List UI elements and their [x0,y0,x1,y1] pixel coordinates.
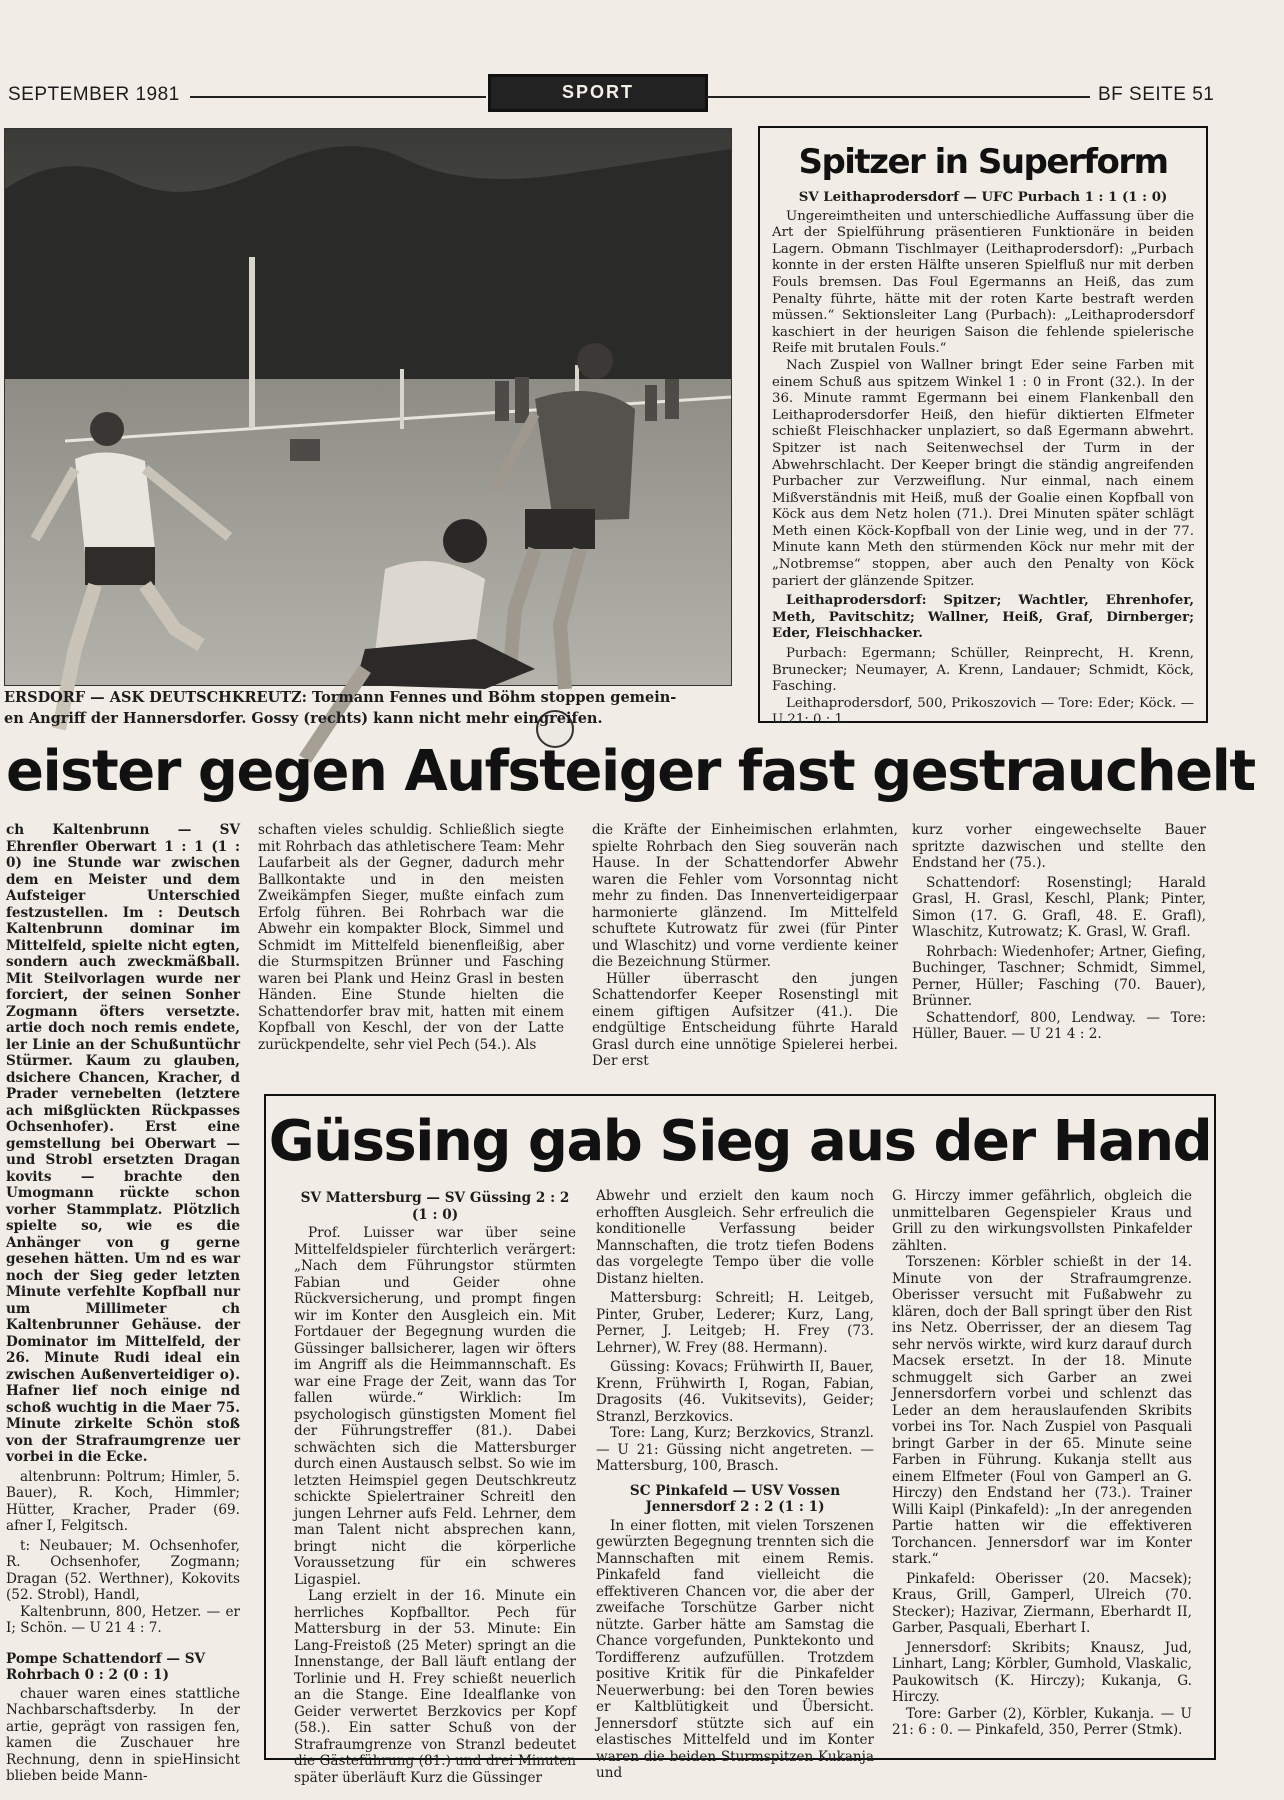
team-lineup: t: Neubauer; M. Ochsenhofer, R. Ochsenhofer, Zogmann; Dragan (52. Werthner), Kokovits (52. Strobl), Handl, [6,1537,240,1603]
match-info: Leithaprodersdorf, 500, Prikoszovich — Tore: Eder; Köck. — U 21: 0 : 1. [772,695,1194,728]
article-column-4 [912,822,1206,1062]
football-scene-image [5,129,731,685]
header-rule-left [190,96,486,98]
match-info: Schattendorf, 800, Lendway. — Tore: Hüller, Bauer. — U 21 4 : 2. [912,1009,1206,1042]
team-lineup: Mattersburg: Schreitl; H. Leitgeb, Pinter, Gruber, Lederer; Kurz, Lang, Perner, J. Leitgeb; H. Frey (73. Lehrner), W. Frey (88. Hermann). [596,1290,874,1356]
team-lineup: Rohrbach: Wiedenhofer; Artner, Giefing, Buchinger, Taschner; Schmidt, Simmel, Perner, Hüller; Fasching (70. Bauer), Brünner. [912,943,1206,1009]
article-paragraph: Hüller überrascht den jungen Schattendorfer Keeper Rosenstingl mit einem giftigen Aufsitzer (41.). Die endgültige Entscheidung führte Harald Grasl durch eine unnötige Spielerei herbei. Der erst [592,970,898,1069]
article-column-1 [6,822,240,1784]
team-lineup: Pinkafeld: Oberisser (20. Macsek); Kraus, Grill, Gamperl, Ulreich (70. Stecker); Hazivar, Ziermann, Eberhardt II, Garber, Pasquali, Eberhart I. [892,1570,1192,1636]
article-paragraph: Torszenen: Körbler schießt in der 14. Minute von der Strafraumgrenze. Oberisser versucht mit Fußabwehr zu klären, doch der Ball springt über den Rist ins Netz. Oberrisser, der an diesem Tag sehr nervös wirkte, wird kurz darauf durch Macsek ersetzt. In der 18. Minute schmuggelt sich Garber an zwei Jennersdorfern vorbei und schlenzt das Leder an dem herauslaufenden Skribits vorbei ins Tor. Nach Zuspiel von Pasquali bringt Garber in der 65. Minute seine Farben in Führung. Kukanja stellt aus einem Elfmeter (Foul von Gamperl an G. Hirczy) den Endstand her (73.). Trainer Willi Kaipl (Pinkafeld): „In der anregenden Partie hatten wir die effektiveren Torchancen. Jennersdorf war im Konter stark.“ [892,1254,1192,1567]
article-headline-meister: eister gegen Aufsteiger fast gestrauchelt [6,739,1255,804]
article-paragraph: In einer flotten, mit vielen Torszenen gewürzten Begegnung trennten sich die Mannschaften mit einem Remis. Pinkafeld fand vielleicht die effektiveren Chancen vor, die aber der zweifache Torschütze Garber nicht nützte. Garber hätte am Samstag die Chance vorgefunden, Punktekonto und Tordifferenz aufzufüllen. Trotzdem positive Kritik für die Pinkafelder Neuerwerbung: bei den Toren bewies er Kaltblütigkeit und Übersicht. Jennersdorf stützte sich auf ein elastisches Mittelfeld und im Konter waren die beiden Sturmspitzen Kukanja und [596,1517,874,1781]
page-number: BF SEITE 51 [1098,84,1215,105]
article-paragraph: G. Hirczy immer gefährlich, obgleich die unmittelbaren Gegenspieler Kraus und Grill zu den wirkungsvollsten Pinkafelder zählten. [892,1188,1192,1254]
article-headline: Güssing gab Sieg aus der Hand [268,1109,1212,1174]
article-box-guessing [264,1094,1216,1786]
team-lineup: Schattendorf: Rosenstingl; Harald Grasl, H. Grasl, Keschl, Plank; Pinter, Simon (17. G. Grafl, 48. E. Grafl), Wlaschitz, Kutrowatz; K. Grasl, W. Grafl. [912,874,1206,940]
article-paragraph: chauer waren eines stattliche Nachbarschaftsderby. In der artie, geprägt von rassigen fen, kamen die Zuschauer hre Rechnung, denn in spieHinsicht blieben beide Mann- [6,1685,240,1784]
match-info: Tore: Garber (2), Körbler, Kukanja. — U 21: 6 : 0. — Pinkafeld, 350, Perrer (Stmk). [892,1705,1192,1738]
photo-caption-line-2: en Angriff der Hannersdorfer. Gossy (rechts) kann nicht mehr eingreifen. [4,710,603,727]
match-info: Kaltenbrunn, 800, Hetzer. — er I; Schön. — U 21 4 : 7. [6,1603,240,1636]
match-result: SV Mattersburg — SV Güssing 2 : 2 (1 : 0) [300,1190,570,1223]
article-column-1 [294,1188,576,1786]
match-result: Pompe Schattendorf — SV Rohrbach 0 : 2 (0 : 1) [6,1650,206,1683]
article-column-3 [592,822,898,1069]
issue-date: SEPTEMBER 1981 [8,84,180,105]
team-lineup: Leithaprodersdorf: Spitzer; Wachtler, Ehrenhofer, Meth, Pavitschitz; Wallner, Heiß, Graf, Dirnberger; Eder, Fleischhacker. [772,593,1194,642]
article-paragraph: kurz vorher eingewechselte Bauer spritzte dazwischen und stellte den Endstand her (75.). [912,822,1206,871]
match-result: SC Pinkafeld — USV Vossen Jennersdorf 2 : 2 (1 : 1) [629,1482,841,1515]
match-photo [4,128,732,686]
article-column-3 [892,1188,1192,1752]
article-paragraph: ch Kaltenbrunn — SV Ehrenfler Oberwart 1 : 1 (1 : 0) ine Stunde war zwischen dem en Meister und dem Aufsteiger Unterschied festzustellen. Im : Deutsch Kaltenbrunn dominar im Mittelfeld, spielte nicht egten, sondern auch zweckmäßball. Mit Steilvorlagen wurde ner forciert, der seinen Sonher Zogmann öfters versetzte. artie doch noch remis endete, ler Linie an der Schußuntüchr Stürmer. Kaum zu glauben, dsichere Chancen, Kracher, d Prader vernebelten (letztere ach mißglückten Rückpasses Ochsenhofer). Erst eine gemstellung bei Oberwart — und Strobl ersetzten Dragan kovits — brachte den Umogmann rückte schon vorher Stammplatz. Plötzlich spielte so, wie es die Anhänger von g gerne gesehen hätten. Um nd es war noch der Sieg geder letzten Minute verfehlte Kopfball nur um Millimeter ch Kaltenbrunner Gehäuse. der Dominator im Mittelfeld, der 26. Minute Rudi ideal ein zwischen Außenverteidiger o). Hafner lief noch einige nd schoß wuchtig in die Maer 75. Minute zirkelte Schön stoß von der Strafraumgrenze uer vorbei in die Ecke. [6,822,240,1465]
team-lineup: Purbach: Egermann; Schüller, Reinprecht, H. Krenn, Brunecker; Neumayer, A. Krenn, Landauer; Schmidt, Köck, Fasching. [772,646,1194,695]
article-paragraph: Lang erzielt in der 16. Minute ein herrliches Kopfballtor. Pech für Mattersburg in der 53. Minute: Ein Lang-Freistoß (25 Meter) springt an die Innenstange, der Ball läuft entlang der Torlinie und H. Frey schießt neuerlich an die Stange. Eine Idealflanke von Geider verwertet Berzkovics per Kopf (58.). Ein satter Schuß von der Strafraumgrenze von Stranzl bedeutet die Gästeführung (81.) und drei Minuten später überläuft Kurz die Güssinger [294,1588,576,1786]
article-paragraph: Prof. Luisser war über seine Mittelfeldspieler fürchterlich verärgert: „Nach dem Führungstor stürmten Fabian und Geider ohne Rückversicherung, und prompt fingen wir im Konter den Ausgleich ein. Mit Fortdauer der Begegnung wurden die Güssinger ballsicherer, lagen wir öfters im Angriff als die Heimmannschaft. Es war eine Frage der Zeit, wann das Tor fallen würde.“ Wirklich: Im psychologisch günstigsten Moment fiel der Führungstreffer (81.). Dabei schwächten sich die Mattersburger durch einen Austausch selbst. So wie im letzten Heimspiel gegen Deutschkreutz schickte Spielertrainer Schreitl den jungen Lehrner aufs Feld. Lehrner, dem man Talent nicht absprechen kann, bringt nicht die körperliche Voraussetzung für ein schweres Ligaspiel. [294,1225,576,1588]
article-column-2 [258,822,564,1062]
team-lineup: Jennersdorf: Skribits; Knausz, Jud, Linhart, Lang; Körbler, Gumhold, Vlaskalic, Paukowitsch (K. Hirczy); Kukanja, G. Hirczy. [892,1639,1192,1705]
team-lineup: Güssing: Kovacs; Frühwirth II, Bauer, Krenn, Frühwirth I, Rogan, Fabian, Dragosits (46. Vukitsevits), Geider; Stranzl, Berzkovics. [596,1359,874,1425]
match-info: Tore: Lang, Kurz; Berzkovics, Stranzl. — U 21: Güssing nicht angetreten. — Mattersburg, 100, Brasch. [596,1425,874,1474]
article-column-2 [596,1188,874,1781]
article-body [772,188,1194,728]
match-result: SV Leithaprodersdorf — UFC Purbach 1 : 1 (1 : 0) [798,190,1168,205]
team-lineup: altenbrunn: Poltrum; Himler, 5. Bauer), R. Koch, Himmler; Hütter, Kracher, Prader (69. afner I, Felgitsch. [6,1468,240,1534]
article-paragraph: Abwehr und erzielt den kaum noch erhofften Ausgleich. Sehr erfreulich die konditionelle Verfassung beider Mannschaften, die trotz tiefen Bodens das vorgelegte Tempo über die volle Distanz hielten. [596,1188,874,1287]
article-paragraph: die Kräfte der Einheimischen erlahmten, spielte Rohrbach den Sieg souverän nach Hause. In der Schattendorfer Abwehr waren die Fehler vom Vorsonntag nicht mehr zu finden. Das Innenverteidigerpaar harmonierte glänzend. Im Mittelfeld schuftete Kutrowatz für zwei (für Pinter und Wlaschitz) und vorne verdiente keiner die Bezeichnung Stürmer. [592,822,898,970]
photo-caption-line-1: ERSDORF — ASK DEUTSCHKREUTZ: Tormann Fennes und Böhm stoppen gemein- [4,689,677,706]
article-paragraph: Ungereimtheiten und unterschiedliche Auffassung über die Art der Spielführung präsentieren Funktionäre in beiden Lagern. Obmann Tischlmayer (Leithaprodersdorf): „Purbach konnte in der ersten Hälfte unseren Spielfluß nur mit derben Fouls bremsen. Das Foul Egermanns an Heiß, das zum Penalty führte, hätte mit der roten Karte bestraft werden müssen.“ Sektionsleiter Lang (Purbach): „Leithaprodersdorf kaschiert in der heurigen Saison die fehlende spielerische Reife mit brutalen Fouls.“ [772,208,1194,357]
section-label: SPORT [488,74,708,112]
article-paragraph: schaften vieles schuldig. Schließlich siegte mit Rohrbach das athletischere Team: Mehr Laufarbeit als der Gegner, dadurch mehr Ballkontakte und in den meisten Zweikämpfen Sieger, mußte einfach zum Erfolg führen. Bei Rohrbach war die Abwehr ein kompakter Block, Simmel und Schmidt im Mittelfeld bienenfleißig, aber die Sturmspitzen Brünner und Fasching waren bei Plank und Heinz Grasl in besten Händen. Eine Stunde hielten die Schattendorfer brav mit, hatten mit einem Kopfball von Keschl, der von der Latte zurückpendelte, sehr viel Pech (54.). Als [258,822,564,1053]
article-paragraph: Nach Zuspiel von Wallner bringt Eder seine Farben mit einem Schuß aus spitzem Winkel 1 : 0 in Front (32.). In der 36. Minute rammt Egermann bei einem Flankenball den Leithaprodersdorfer Heiß, den hiefür diktierten Elfmeter schießt Fleischhacker unplaziert, so daß Egermann abwehrt. Spitzer ist nach Seitenwechsel der Turm in der Abwehrschlacht. Der Keeper bringt die ständig angreifenden Purbacher zur Verzweiflung. Nur einmal, nach einem Mißverständnis mit Heiß, muß der Goalie einen Kopfball von Köck aus dem Netz holen (71.). Drei Minuten später schlägt Meth einen Köck-Kopfball von der Linie weg, und in der 77. Minute kann Meth den stürmenden Köck nur mehr mit der „Notbremse“ stoppen, aber auch den Penalty von Köck pariert der glänzende Spitzer. [772,357,1194,589]
article-box-spitzer [758,126,1208,728]
article-headline: Spitzer in Superform [798,142,1168,182]
header-rule-right [706,96,1090,98]
